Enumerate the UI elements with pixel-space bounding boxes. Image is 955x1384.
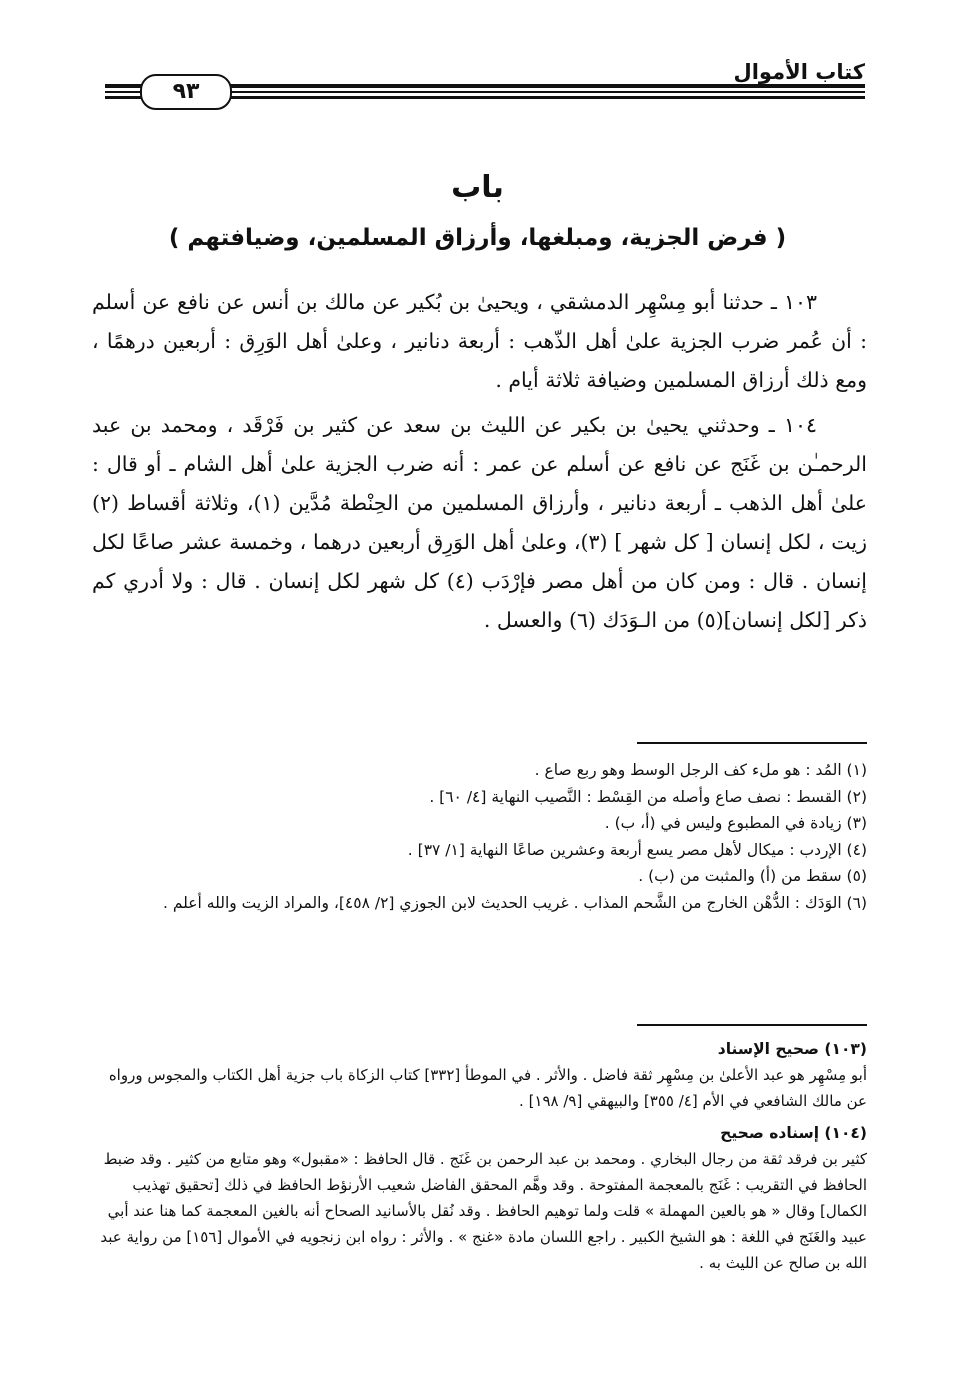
takhrij-grade: (١٠٣) صحيح الإسناد [717, 1040, 867, 1058]
takhrij-divider [637, 1024, 867, 1026]
footnote: (٤) الإردب : ميكال لأهل مصر يسع أربعة وعشرين صاعًا النهاية [١/ ٣٧] . [407, 840, 867, 859]
footnote: (٣) زيادة في المطبوع وليس في (أ، ب) . [604, 814, 867, 832]
footnote: (٦) الوَدَك : الدُّهْن الخارج من الشَّحم المذاب . غريب الحديث لابن الجوزي [٢/ ٤٥٨]، والمراد الزيت والله أعلم . [163, 893, 867, 912]
chapter-title: ( فرض الجزية، ومبلغها، وأرزاق المسلمين، وضيافتهم ) [168, 225, 787, 251]
hadith-paragraph: ١٠٤ ـ وحدثني يحيىٰ بن بكير عن الليث بن سعد عن كثير بن فَرْقَد ، ومحمد بن عبد الرحمـٰن بن غَنَج عن نافع عن أسلم عن عمر : أنه ضرب الجزية علىٰ أهل الشام ـ أو قال : علىٰ أهل الذهب ـ أربعة دنانير ، وأرزاق المسلمين من الحِنْطة مُدَّين (١)، وثلاثة أقساط (٢) زيت ، لكل إنسان [ كل شهر ] (٣)، وعلىٰ أهل الوَرِق أربعين درهما ، وخمسة عشر صاعًا لكل إنسان . قال : ومن كان من أهل مصر فإرْدَب (٤) كل شهر لكل إنسان . قال : ولا أدري كم ذكر [لكل إنسان](٥) من الـوَدَك (٦) والعسل . [92, 413, 868, 632]
footnote: (٥) سقط من (أ) والمثبت من (ب) . [638, 867, 867, 885]
footnotes [92, 757, 867, 916]
page-number: ٩٣ [140, 74, 232, 110]
hadith-paragraph: ١٠٣ ـ حدثنا أبو مِسْهِر الدمشقي ، ويحيىٰ بن بُكير عن مالك بن أنس عن نافع عن أسلم : أن عُمر ضرب الجزية علىٰ أهل الذّهب : أربعة دنانير ، وعلىٰ أهل الوَرِق : أربعين درهمًا ، ومع ذلك أرزاق المسلمين وضيافة ثلاثة أيام . [92, 290, 867, 392]
book-title: كتاب الأموال [733, 60, 865, 84]
takhrij-grade: (١٠٤) إسناده صحيح [720, 1124, 867, 1142]
footnote: (٢) القسط : نصف صاع وأصله من القِسْط : النَّصيب النهاية [٤/ ٦٠] . [429, 787, 867, 806]
takhrij-text: أبو مِسْهِر هو عبد الأعلىٰ بن مِسْهِر ثقة فاضل . والأثر . في الموطأ [٣٣٢] كتاب الزكاة باب جزية أهل الكتاب والمجوس ورواه عن مالك الشافعي في الأم [٤/ ٣٥٥] والبيهقي [٩/ ١٩٨] . [108, 1066, 867, 1110]
chapter-label: باب [451, 170, 504, 205]
takhrij-section [92, 1036, 867, 1276]
main-text [92, 283, 867, 646]
footnote: (١) المُد : هو ملء كف الرجل الوسط وهو ربع صاع . [534, 761, 867, 779]
footnote-divider [637, 742, 867, 744]
takhrij-text: كثير بن فرقد ثقة من رجال البخاري . ومحمد بن عبد الرحمن بن غَنَج . قال الحافظ : «مقبول» وهو متابع من كثير . وقد ضبط الحافظ في التقريب : غَنَج بالمعجمة المفتوحة . وقد وهَّم المحقق الفاضل شعيب الأرنؤط الحافظ في ذلك [تحقيق تهذيب الكمال] وقال « هو بالعين المهملة » قلت ولما توهيم الحافظ . وقد نُقل بالأسانيد الصحاح أنه بالغين المعجمة كما هنا عند أبي عبيد والغَنَج في اللغة : هو الشيخ الكبير . راجع اللسان مادة «غنج » . والأثر : رواه ابن زنجويه في الأموال [١٥٦] من رواية عبد الله بن صالح عن الليث به . [100, 1150, 867, 1272]
